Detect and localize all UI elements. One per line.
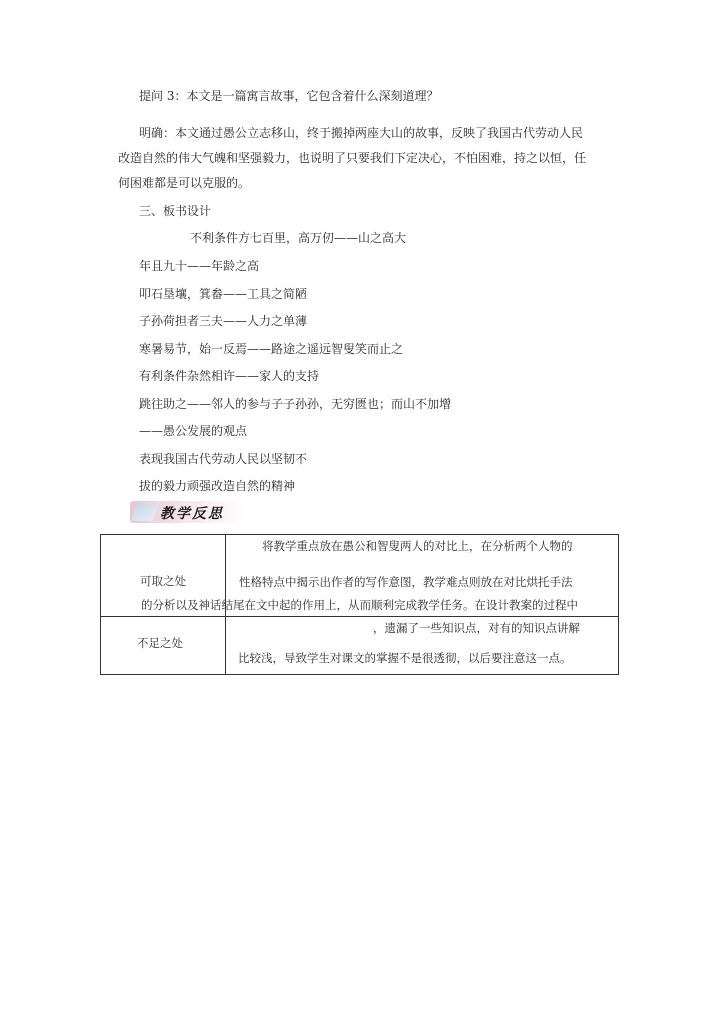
board-line: 不利条件方七百里，高万仞——山之高大 (190, 231, 407, 245)
bad-line: ，遗漏了一些知识点，对有的知识点讲解 (373, 621, 580, 635)
good-line: 性格特点中揭示出作者的写作意图，教学难点则放在对比烘托手法 (239, 575, 573, 589)
board-line: 叩石垦壤，箕畚——工具之简陋 (139, 287, 308, 301)
board-line: 寒暑易节，始一反焉——路途之遥远智叟笑而止之 (139, 342, 404, 356)
badge-title: 教学反思 (160, 506, 224, 522)
question-text: 提问 3：本文是一篇寓言故事，它包含着什么深刻道理？ (139, 89, 439, 103)
board-line: 跳往助之——邻人的参与子子孙孙，无穷匮也；而山不加增 (139, 397, 452, 411)
good-label: 可取之处 (140, 574, 186, 588)
answer-line: 何困难都是可以克服的。 (118, 176, 251, 190)
bad-content-cell (226, 617, 619, 675)
board-line: ——愚公发展的观点 (139, 424, 248, 438)
bad-label-cell (101, 617, 226, 675)
board-line: 表现我国古代劳动人民以坚韧不 (139, 452, 308, 466)
board-line: 年且九十——年龄之高 (139, 259, 260, 273)
board-line: 有利条件杂然相许——家人的支持 (139, 369, 320, 383)
section-title: 三、板书设计 (139, 204, 212, 218)
bad-label: 不足之处 (137, 636, 183, 650)
good-line-overflow: 的分析以及神话结尾在文中起的作用上，从而顺利完成教学任务。在设计教案的过程中 (141, 598, 578, 612)
badge-decoration (131, 503, 160, 521)
answer-line: 改造自然的伟大气魄和坚强毅力，也说明了只要我们下定决心，不怕困难，持之以恒，任 (118, 151, 587, 165)
bad-line: 比较浅，导致学生对课文的掌握不是很透彻，以后要注意这一点。 (238, 651, 572, 665)
answer-line: 明确：本文通过愚公立志移山，终于搬掉两座大山的故事，反映了我国古代劳动人民 (139, 126, 584, 140)
board-line: 子孙荷担者三夫——人力之单薄 (139, 314, 308, 328)
board-line: 拔的毅力顽强改造自然的精神 (139, 479, 296, 493)
good-line: 将教学重点放在愚公和智叟两人的对比上，在分析两个人物的 (262, 539, 573, 553)
reflection-badge (130, 501, 246, 523)
table-row (101, 617, 619, 675)
